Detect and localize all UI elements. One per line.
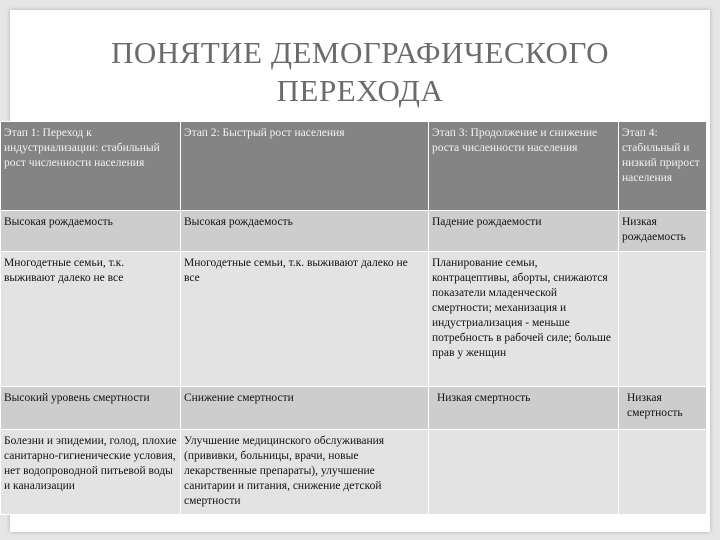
table-row xyxy=(1,387,707,430)
table-cell: Многодетные семьи, т.к. выживают далеко не все xyxy=(181,252,429,387)
table-cell: Многодетные семьи, т.к. выживают далеко не все xyxy=(1,252,181,387)
table-cell: Низкая смертность xyxy=(619,387,707,430)
header-cell-stage-1: Этап 1: Переход к индустриализации: стабильный рост численности населения xyxy=(1,122,181,211)
table-cell: Планирование семьи, контрацептивы, аборты, снижаются показатели младенческой смертности; механизация и индустриализация - меньше потребность в рабочей силе; больше прав у женщин xyxy=(429,252,619,387)
table-cell: Высокая рождаемость xyxy=(1,211,181,252)
transition-table xyxy=(0,121,707,515)
title-line-2: ПЕРЕХОДА xyxy=(276,73,444,108)
header-cell-stage-3: Этап 3: Продолжение и снижение роста численности населения xyxy=(429,122,619,211)
table-cell xyxy=(619,252,707,387)
table-cell: Низкая смертность xyxy=(429,387,619,430)
table-cell: Болезни и эпидемии, голод, плохие санитарно-гигиенические условия, нет водопроводной питьевой воды и канализации xyxy=(1,430,181,515)
table-cell: Падение рождаемости xyxy=(429,211,619,252)
table-header-row xyxy=(1,122,707,211)
table-cell: Высокая рождаемость xyxy=(181,211,429,252)
title-line-1: ПОНЯТИЕ ДЕМОГРАФИЧЕСКОГО xyxy=(111,35,609,70)
table-cell: Улучшение медицинского обслуживания (прививки, больницы, врачи, новые лекарственные препараты), улучшение санитарии и питания, снижение детской смертности xyxy=(181,430,429,515)
table-cell: Снижение смертности xyxy=(181,387,429,430)
header-cell-stage-4: Этап 4: стабильный и низкий прирост населения xyxy=(619,122,707,211)
table-row xyxy=(1,252,707,387)
table-cell xyxy=(429,430,619,515)
table-row xyxy=(1,211,707,252)
slide-title xyxy=(0,34,720,110)
table-cell: Низкая рождаемость xyxy=(619,211,707,252)
header-cell-stage-2: Этап 2: Быстрый рост населения xyxy=(181,122,429,211)
table-cell xyxy=(619,430,707,515)
table-cell: Высокий уровень смертности xyxy=(1,387,181,430)
table-row xyxy=(1,430,707,515)
